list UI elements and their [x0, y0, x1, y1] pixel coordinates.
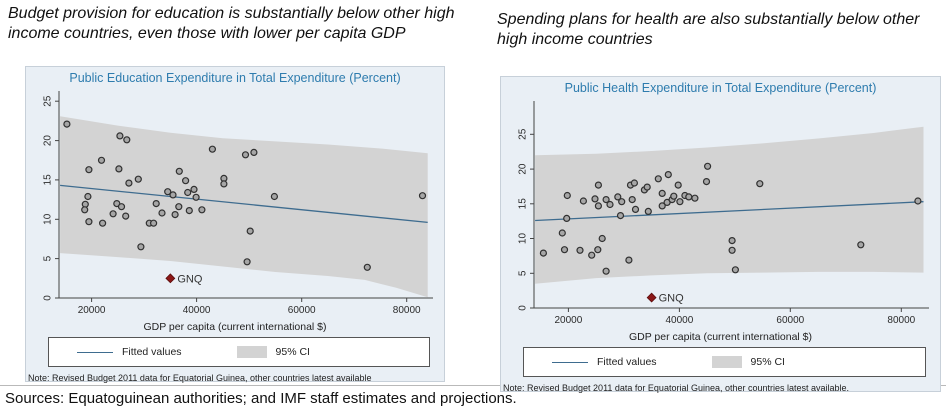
svg-text:40000: 40000	[665, 315, 694, 326]
svg-text:25: 25	[517, 128, 529, 140]
svg-text:60000: 60000	[776, 315, 805, 326]
education-note: Note: Revised Budget 2011 data for Equatorial Guinea, other countries latest available	[28, 373, 372, 383]
fitted-values-label: Fitted values	[122, 346, 182, 358]
svg-text:15: 15	[42, 174, 54, 186]
ci-band-swatch	[712, 356, 742, 368]
fitted-values-line-swatch	[552, 362, 588, 363]
health-chart-title: Public Health Expenditure in Total Expenditure (Percent)	[564, 81, 877, 95]
svg-text:GNQ: GNQ	[177, 273, 203, 286]
svg-text:0: 0	[42, 295, 54, 301]
health-x-axis-label: GDP per capita (current international $)	[628, 331, 813, 343]
health-chart-card	[500, 76, 941, 392]
svg-text:40000: 40000	[182, 305, 211, 316]
svg-text:20000: 20000	[554, 315, 583, 326]
svg-text:20000: 20000	[77, 305, 106, 316]
ci-label: 95% CI	[275, 346, 310, 358]
left-panel-caption: Budget provision for education is substantially below other high income countries, even those with lower per capita GDP	[8, 5, 455, 43]
ci-band-swatch	[237, 346, 267, 358]
education-chart-card	[25, 66, 445, 382]
svg-text:0: 0	[517, 305, 529, 311]
fitted-values-line-swatch	[77, 352, 113, 353]
svg-text:10: 10	[517, 232, 529, 245]
health-note: Note: Revised Budget 2011 data for Equatorial Guinea, other countries latest available.	[503, 383, 850, 393]
education-x-axis-label: GDP per capita (current international $)	[143, 321, 327, 333]
svg-text:20: 20	[42, 135, 54, 147]
education-legend	[48, 337, 430, 367]
svg-text:10: 10	[42, 213, 54, 225]
svg-text:15: 15	[517, 198, 529, 210]
education-scatter-plot	[29, 85, 441, 320]
svg-text:GNQ: GNQ	[658, 292, 684, 305]
svg-text:25: 25	[42, 95, 54, 107]
fitted-values-label: Fitted values	[597, 356, 657, 368]
education-chart-title: Public Education Expenditure in Total Expenditure (Percent)	[69, 71, 401, 85]
svg-text:5: 5	[42, 255, 54, 262]
svg-text:60000: 60000	[287, 305, 316, 316]
svg-text:5: 5	[517, 270, 529, 277]
health-legend	[523, 347, 926, 377]
svg-text:80000: 80000	[887, 315, 916, 326]
ci-label: 95% CI	[750, 356, 785, 368]
health-scatter-plot	[504, 95, 937, 330]
sources-line: Sources: Equatoguinean authorities; and IMF staff estimates and projections.	[5, 390, 517, 407]
svg-text:80000: 80000	[392, 305, 421, 316]
right-panel-caption: Spending plans for health are also substantially below other high income countries	[497, 11, 920, 49]
svg-text:20: 20	[517, 163, 529, 175]
